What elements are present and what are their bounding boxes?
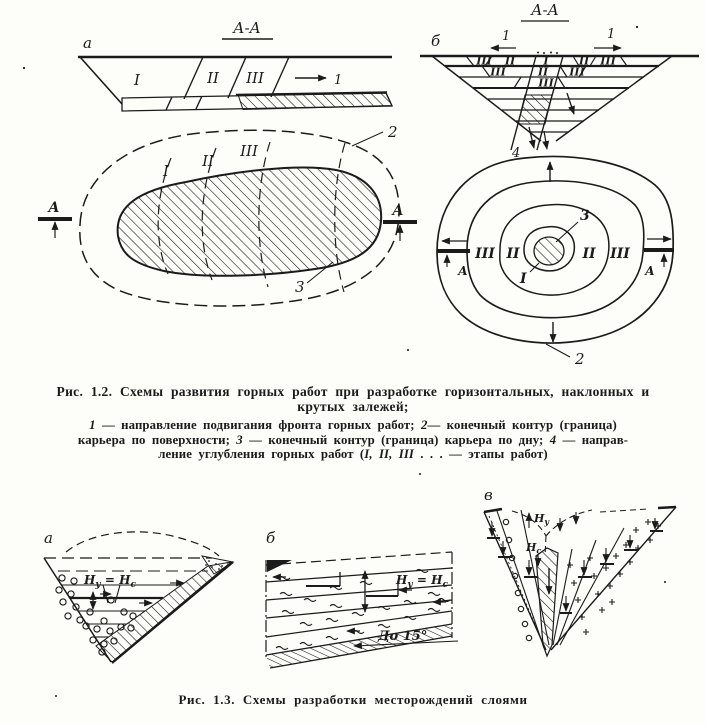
advance-arrow-label: 1 bbox=[334, 73, 343, 88]
fig12-caption-title-line1: Рис. 1.2. Схемы развития горных работ при разработке горизонтальных, наклонных и bbox=[56, 384, 650, 399]
advance-right-label: 1 bbox=[607, 27, 616, 42]
top-edge-left bbox=[484, 509, 502, 512]
surface-contour-label: 2 bbox=[388, 123, 398, 141]
pit-bottom-contour bbox=[118, 168, 382, 276]
panel-label: а bbox=[83, 34, 92, 52]
advance-left-label: 1 bbox=[502, 29, 511, 44]
legend-line-3: ление углубления горных работ (I, II, III . . . — этапы работ) bbox=[158, 447, 548, 461]
panel-label: б bbox=[266, 529, 276, 547]
svg-text:II: II bbox=[582, 246, 596, 262]
svg-text:III: III bbox=[610, 246, 630, 262]
fig12-caption bbox=[0, 384, 706, 462]
svg-text:I: I bbox=[543, 54, 549, 68]
ore-body-outcrop bbox=[534, 237, 564, 265]
svg-text:II: II bbox=[506, 246, 520, 262]
svg-text:III: III bbox=[490, 65, 506, 79]
stage1-label: I bbox=[520, 271, 527, 287]
zone-dividers bbox=[184, 57, 289, 99]
ore-body-hatched bbox=[536, 548, 558, 656]
hc-label: $Н_с$ bbox=[526, 541, 542, 556]
fig12-caption-legend bbox=[0, 418, 706, 462]
fig12-plan-b bbox=[437, 156, 674, 368]
svg-text:III: III bbox=[240, 142, 258, 160]
section-marker-left bbox=[437, 241, 470, 278]
deepening-arrow-2 bbox=[544, 131, 547, 149]
section-title: А-А bbox=[531, 1, 559, 19]
svg-text:А: А bbox=[458, 264, 468, 278]
pit-right-slope bbox=[551, 507, 676, 650]
svg-text:III: III bbox=[476, 54, 492, 68]
scan-specks bbox=[23, 26, 666, 697]
fig12-section-b bbox=[420, 1, 699, 161]
contour-3-leader bbox=[556, 222, 578, 242]
original-surface-arc bbox=[66, 532, 219, 556]
svg-text:II: II bbox=[207, 69, 219, 87]
top-edge-right bbox=[658, 507, 676, 508]
deepening-arrow-label: 4 bbox=[512, 146, 521, 161]
fig13-caption: Рис. 1.3. Схемы разработки месторождений слоями bbox=[178, 692, 528, 707]
depth-equation-label: $Н_у = Н_с$ bbox=[396, 573, 448, 590]
contour-2-leader bbox=[352, 132, 383, 146]
deepening-arrow bbox=[529, 127, 534, 148]
ore-circles-texture bbox=[503, 519, 531, 640]
panel-label: а bbox=[44, 529, 53, 547]
hy-label: $Н_у$ bbox=[534, 512, 550, 527]
legend-line-2: карьера по поверхности; 3 — конечный контур (граница) карьера по дну; 4 — направ- bbox=[77, 432, 629, 447]
depth-equation-label: $Н_у = Н_с$ bbox=[84, 573, 136, 590]
svg-text:II: II bbox=[578, 54, 590, 68]
fig13-panel-b bbox=[266, 529, 458, 668]
bottom-contour-label: 3 bbox=[580, 208, 590, 224]
dark-corner-wedge bbox=[267, 560, 292, 572]
fig12-section-a bbox=[78, 19, 392, 111]
svg-text:I: I bbox=[134, 71, 140, 89]
svg-text:III: III bbox=[569, 65, 585, 79]
fig12-caption-title-line2: крутых залежей; bbox=[297, 399, 409, 414]
deposit-strip bbox=[122, 93, 392, 112]
zone-labels bbox=[133, 69, 265, 89]
pit-left-slope bbox=[80, 57, 122, 104]
legend-line-1: 1 — направление подвигания фронта горных работ; 2— конечный контур (граница) bbox=[89, 418, 617, 432]
deepening-side-arrow bbox=[567, 93, 574, 114]
panel-label: б bbox=[431, 32, 441, 50]
svg-text:III: III bbox=[600, 54, 616, 68]
fig13-panel-a bbox=[44, 529, 233, 663]
pit-left-slope bbox=[484, 512, 546, 650]
svg-text:III: III bbox=[538, 76, 554, 90]
surface-contour-label: 2 bbox=[575, 350, 585, 368]
contour-2-leader bbox=[546, 344, 570, 357]
section-marker-left bbox=[38, 200, 72, 238]
svg-text:II: II bbox=[537, 65, 549, 79]
dip-angle-label: До 15° bbox=[378, 629, 428, 644]
fig12-plan-a bbox=[38, 123, 417, 306]
svg-text:А: А bbox=[645, 264, 655, 278]
section-marker-right bbox=[383, 203, 417, 241]
stage-numerals bbox=[475, 55, 616, 90]
svg-text:II: II bbox=[202, 152, 214, 170]
svg-text:А: А bbox=[48, 200, 60, 216]
svg-text:А: А bbox=[392, 203, 404, 219]
svg-text:II: II bbox=[504, 54, 516, 68]
fig13-panel-v bbox=[484, 486, 676, 656]
bottom-contour-label: 3 bbox=[295, 278, 305, 296]
svg-text:III: III bbox=[475, 246, 495, 262]
panel-label-v: в bbox=[484, 486, 493, 504]
svg-text:III: III bbox=[246, 69, 264, 87]
section-title: А-А bbox=[233, 19, 261, 37]
svg-text:I: I bbox=[163, 162, 169, 180]
